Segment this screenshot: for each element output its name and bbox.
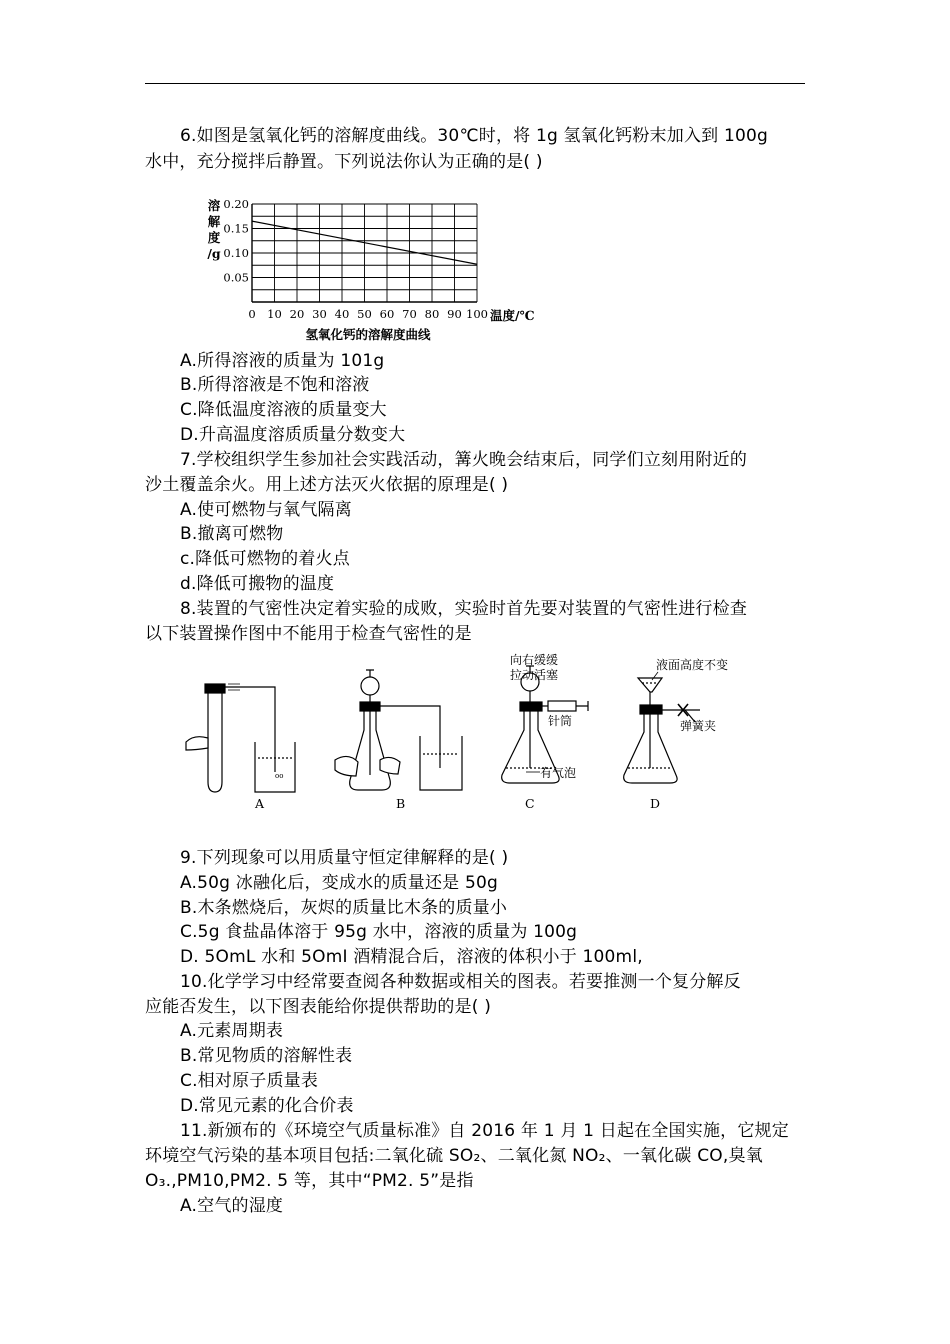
- apparatus-d: [624, 657, 728, 811]
- y-tick-label: 0.05: [223, 270, 249, 285]
- q11-stem-line3: O₃.,PM10,PM2. 5 等，其中“PM2. 5”是指: [145, 1171, 474, 1191]
- q10-stem-line2: 应能否发生，以下图表能给你提供帮助的是( ): [145, 997, 492, 1017]
- q6-option-a: A.所得溶液的质量为 101g: [180, 351, 385, 371]
- chart-title: 氢氧化钙的溶解度曲线: [305, 327, 431, 342]
- q10-option-b: B.常见物质的溶解性表: [180, 1046, 353, 1066]
- y-axis-label-char: /g: [207, 246, 221, 261]
- q7-stem-line2: 沙土覆盖余火。用上述方法灭火依据的原理是( ): [145, 475, 509, 495]
- q11-stem-line2: 环境空气污染的基本项目包括:二氧化硫 SO₂、二氧化氮 NO₂、一氧化碳 CO,臭氧: [145, 1146, 763, 1166]
- q9-stem: 9.下列现象可以用质量守恒定律解释的是( ): [180, 848, 509, 868]
- q11-option-a: A.空气的湿度: [180, 1196, 284, 1216]
- q11-stem-line1: 11.新颁布的《环境空气质量标准》自 2016 年 1 月 1 日起在全国实施，它规定: [180, 1121, 789, 1141]
- q7-option-d: d.降低可搬物的温度: [180, 574, 335, 594]
- x-tick-label: 0: [248, 307, 256, 321]
- apparatus-b-label: B: [396, 796, 406, 811]
- c-syringe-label: 针筒: [548, 714, 573, 728]
- q9-option-d: D. 5OmL 水和 5OmI 酒精混合后，溶液的体积小于 100ml,: [180, 947, 643, 967]
- q6-option-d: D.升高温度溶质质量分数变大: [180, 425, 406, 445]
- apparatus-c-label: C: [525, 796, 535, 811]
- x-tick-label: 30: [312, 307, 327, 321]
- y-axis-label: [207, 198, 221, 261]
- q7-option-a: A.使可燃物与氧气隔离: [180, 500, 352, 520]
- c-note-line2: 拉动活塞: [510, 668, 559, 682]
- q6-option-c: C.降低温度溶液的质量变大: [180, 400, 387, 420]
- chart-grid: [252, 204, 477, 302]
- q10-option-c: C.相对原子质量表: [180, 1071, 319, 1091]
- x-tick-label: 60: [379, 307, 395, 321]
- apparatus-b: [335, 670, 462, 811]
- y-tick-label: 0.15: [223, 221, 249, 236]
- header-rule: [145, 83, 805, 84]
- apparatus-a: [186, 684, 295, 811]
- q9-option-c: C.5g 食盐晶体溶于 95g 水中，溶液的质量为 100g: [180, 922, 578, 942]
- airtightness-apparatus-figure: [180, 650, 790, 820]
- solubility-curve-chart: [190, 190, 550, 345]
- q9-option-b: B.木条燃烧后，灰烬的质量比木条的质量小: [180, 898, 508, 918]
- x-tick-label: 20: [289, 307, 305, 321]
- q10-stem-line1: 10.化学学习中经常要查阅各种数据或相关的图表。若要推测一个复分解反: [180, 972, 741, 992]
- y-axis-label-char: 溶: [207, 198, 221, 213]
- y-tick-label: 0.10: [223, 246, 249, 260]
- d-clamp-label: 弹簧夹: [680, 719, 717, 733]
- x-tick-labels: [248, 307, 488, 321]
- x-tick-label: 10: [267, 307, 282, 321]
- q6-stem-line2: 水中，充分搅拌后静置。下列说法你认为正确的是( ): [145, 152, 543, 172]
- y-tick-labels: [223, 197, 249, 285]
- x-tick-label: 40: [334, 307, 350, 321]
- x-tick-label: 50: [357, 307, 372, 321]
- q7-option-c: c.降低可燃物的着火点: [180, 549, 350, 569]
- apparatus-c: [502, 652, 588, 811]
- q10-option-a: A.元素周期表: [180, 1021, 284, 1041]
- x-tick-label: 90: [447, 307, 462, 321]
- apparatus-d-label: D: [650, 796, 661, 811]
- q9-option-a: A.50g 冰融化后，变成水的质量还是 50g: [180, 873, 498, 893]
- x-tick-label: 70: [402, 307, 417, 321]
- q10-option-d: D.常见元素的化合价表: [180, 1096, 354, 1116]
- c-bubbles-label: 有气泡: [540, 766, 577, 780]
- q8-stem-line2: 以下装置操作图中不能用于检查气密性的是: [145, 624, 472, 644]
- q6-option-b: B.所得溶液是不饱和溶液: [180, 375, 370, 395]
- y-tick-label: 0.20: [223, 197, 249, 211]
- c-note-line1: 向右缓缓: [510, 653, 559, 667]
- q8-stem-line1: 8.装置的气密性决定着实验的成败，实验时首先要对装置的气密性进行检查: [180, 599, 748, 619]
- y-axis-label-char: 解: [207, 214, 221, 229]
- d-note-label: 液面高度不变: [656, 658, 729, 672]
- q7-stem-line1: 7.学校组织学生参加社会实践活动，篝火晚会结束后，同学们立刻用附近的: [180, 450, 748, 470]
- svg-text:oo: oo: [275, 772, 284, 780]
- x-tick-label: 80: [424, 307, 440, 321]
- y-axis-label-char: 度: [207, 230, 221, 245]
- x-axis-label: 温度/℃: [490, 308, 535, 323]
- apparatus-a-label: A: [255, 796, 265, 811]
- q6-stem-line1: 6.如图是氢氧化钙的溶解度曲线。30℃时，将 1g 氢氧化钙粉末加入到 100g: [180, 126, 768, 146]
- x-tick-label: 100: [466, 307, 488, 321]
- q7-option-b: B.撤离可燃物: [180, 524, 284, 544]
